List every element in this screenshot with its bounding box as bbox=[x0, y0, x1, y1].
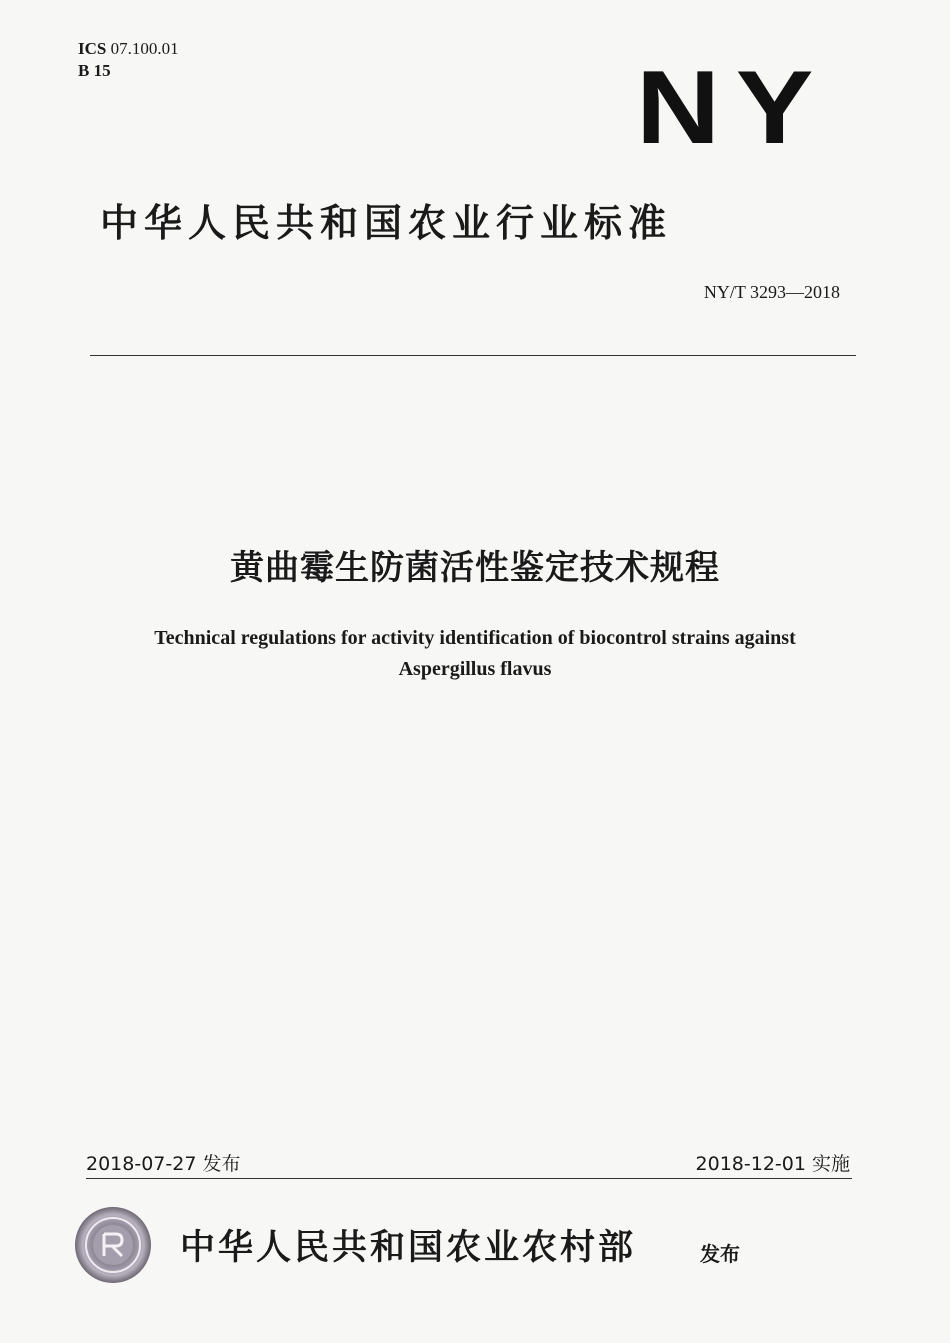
ics-code: 07.100.01 bbox=[110, 39, 179, 58]
issue-date: 2018-07-27 发布 bbox=[86, 1153, 241, 1175]
standard-number: NY/T 3293—2018 bbox=[703, 282, 840, 302]
issuing-label: 发布 bbox=[700, 1242, 740, 1266]
ny-logo: NY bbox=[636, 50, 830, 166]
issuing-authority: 中华人民共和国农业农村部 bbox=[180, 1228, 637, 1268]
chinese-title: 黄曲霉生防菌活性鉴定技术规程 bbox=[230, 548, 720, 588]
classification-codes bbox=[78, 38, 179, 82]
ccs-code: B 15 bbox=[78, 61, 111, 80]
english-title-line2: Aspergillus flavus bbox=[398, 658, 552, 680]
ics-label: ICS bbox=[78, 39, 107, 58]
category-title: 中华人民共和国农业行业标准 bbox=[100, 201, 673, 245]
ministry-seal-icon bbox=[74, 1206, 152, 1284]
implementation-date: 2018-12-01 实施 bbox=[695, 1153, 850, 1175]
top-divider bbox=[90, 355, 856, 356]
bottom-divider bbox=[86, 1178, 852, 1179]
english-title bbox=[80, 623, 870, 685]
english-title-line1: Technical regulations for activity identification of biocontrol strains against bbox=[154, 627, 796, 649]
